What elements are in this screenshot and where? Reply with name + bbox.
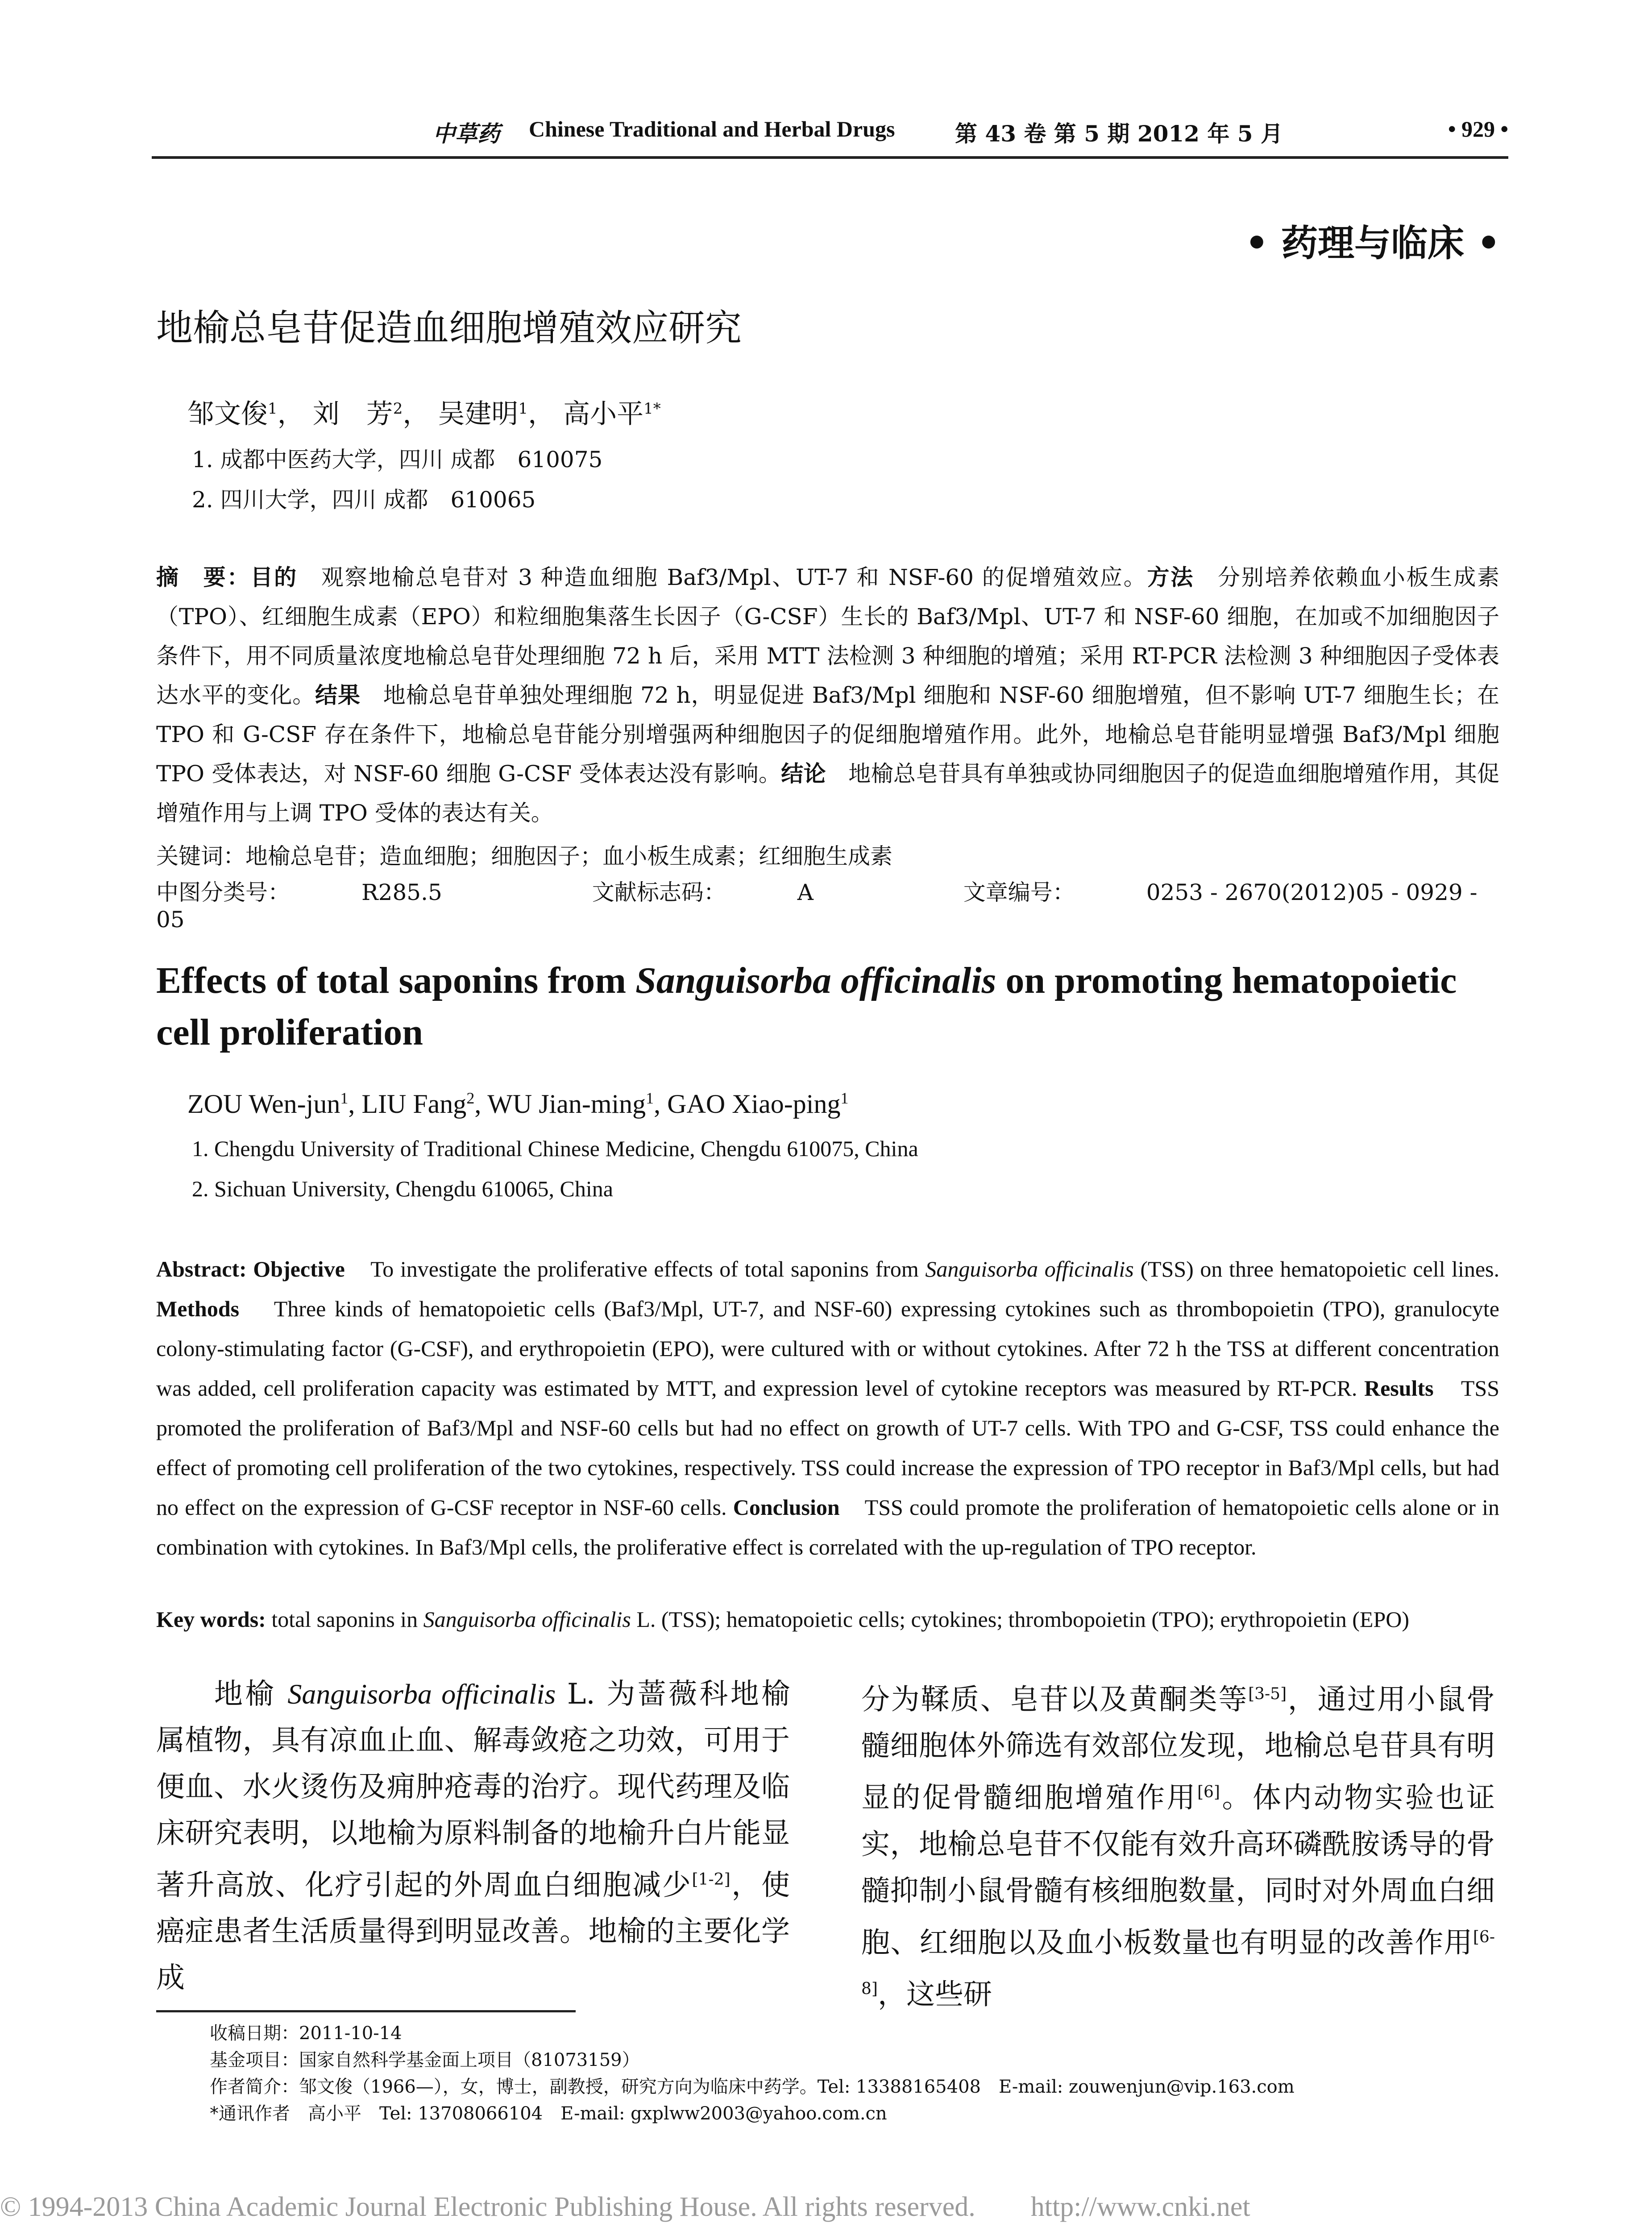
methods-en-text: Three kinds of hematopoietic cells (Baf3/Mpl, UT-7, and NSF-60) expressing cytokines such as thrombopoietin (TPO), granulocyte colony-stimulating factor (G-CSF), and erythropoietin (EPO), were cultured with or without cytokines. After 72 h the TSS at different concentration was added, cell proliferation capacity was estimated by MTT, and expression level of cytokine receptors was measured by RT-PCR. — [156, 1296, 1499, 1401]
objective-en-text: To investigate the proliferative effects of total saponins from — [370, 1256, 926, 1281]
author-name-en: LIU Fang — [361, 1089, 467, 1119]
title-en-part: on promoting hematopoietic cell proliferation — [156, 960, 1457, 1053]
title-en — [156, 955, 1504, 1058]
footnote-label: 收稿日期： — [210, 2023, 299, 2044]
conclusion-en-label: Conclusion — [733, 1495, 840, 1520]
title-en-species: Sanguisorba officinalis — [635, 960, 996, 1001]
conclusion-label: 结论 — [781, 761, 826, 787]
author-affil-mark: 2 — [393, 400, 403, 418]
footnote-author-bio — [210, 2073, 1295, 2098]
citation-ref[interactable]: [6-8] — [861, 1928, 1495, 1998]
body-text: ，这些研 — [877, 1978, 992, 2011]
conclusion-text: 地榆总皂苷具有单独或协同细胞因子的促造血细胞增殖作用，其促增殖作用与上调 TPO 受体的表达有关。 — [156, 761, 1500, 826]
journal-name-cn: 中草药 — [433, 120, 500, 147]
results-label: 结果 — [315, 682, 361, 708]
citation-ref[interactable]: [6] — [1197, 1783, 1220, 1802]
affiliation-cn: 2. 四川大学，四川 成都 610065 — [192, 487, 536, 513]
author-name: 吴建明 — [438, 398, 519, 430]
issue-info: 第 43 卷 第 5 期 2012 年 5 月 — [955, 120, 1283, 147]
methods-text: 分别培养依赖血小板生成素（TPO）、红细胞生成素（EPO）和粒细胞集落生长因子（G-CSF）生长的 Baf3/Mpl、UT-7 和 NSF-60 细胞，在加或不加细胞因子条件下，用不同质量浓度地榆总皂苷处理细胞 72 h 后，采用 MTT 法检测 3 种细胞的增殖；采用 RT-PCR 法检测 3 种细胞因子受体表达水平的变化。 — [156, 564, 1500, 708]
author-name-en: WU Jian-ming — [487, 1089, 646, 1119]
citation-ref[interactable]: [1-2] — [692, 1870, 731, 1889]
footnote-label: 作者简介： — [210, 2077, 299, 2097]
body-text: L. 为蔷薇科地榆属植物，具有凉血止血、解毒敛疮之功效，可用于便血、水火烫伤及痈肿疮毒的治疗。现代药理及临床研究表明，以地榆为原料制备的地榆升白片能显著升高放、化疗引起的外周血白细胞减少 — [156, 1678, 790, 1902]
footnote-corresponding — [210, 2099, 887, 2125]
results-text: 地榆总皂苷单独处理细胞 72 h，明显促进 Baf3/Mpl 细胞和 NSF-60 细胞增殖，但不影响 UT-7 细胞生长；在 TPO 和 G-CSF 存在条件下，地榆总皂苷能分别增强两种细胞因子的促细胞增殖作用。此外，地榆总皂苷能明显增强 Baf3/Mpl 细胞 TPO 受体表达，对 NSF-60 细胞 G-CSF 受体表达没有影响。 — [156, 682, 1500, 787]
abstract-en-label: Abstract: Objective — [156, 1256, 345, 1281]
citation-ref[interactable]: [3-5] — [1248, 1685, 1287, 1703]
author-affil-mark: 1 — [268, 400, 278, 418]
results-en-label: Results — [1364, 1376, 1434, 1401]
title-en-part: Effects of total saponins from — [156, 960, 636, 1001]
footnote-funding — [210, 2046, 640, 2071]
article-number-label: 文章编号： — [963, 879, 1075, 905]
keywords-cn — [156, 837, 1499, 876]
footnote-label: 基金项目： — [210, 2050, 299, 2070]
footnote-text: 2011-10-14 — [299, 2023, 402, 2044]
results-en-text: TSS promoted the proliferation of Baf3/Mpl and NSF-60 cells but had no effect on growth of UT-7 cells. With TPO and G-CSF, TSS could enhance the effect of promoting cell proliferation of the two cytokines, respectively. TSS could increase the expression of TPO receptor in Baf3/Mpl cells, but had no effect on the expression of G-CSF receptor in NSF-60 cells. — [156, 1376, 1500, 1520]
journal-name-en: Chinese Traditional and Herbal Drugs — [529, 116, 895, 141]
body-text: 地榆 — [214, 1678, 288, 1711]
keywords-en-text: total saponins in — [266, 1607, 423, 1632]
author-name: 邹文俊 — [187, 398, 268, 430]
author-affil-mark: 1 — [840, 1089, 849, 1107]
author-affil-mark: 2 — [466, 1089, 475, 1107]
body-text: 。体内动物实验也证实，地榆总皂苷不仅能有效升高环磷酰胺诱导的骨髓抑制小鼠骨髓有核细胞数量，同时对外周血白细胞、红细胞以及血小板数量也有明显的改善作用 — [861, 1781, 1495, 1959]
keywords-en-text: L. (TSS); hematopoietic cells; cytokines; thrombopoietin (TPO); erythropoietin (EPO) — [631, 1607, 1410, 1632]
author-name-en: GAO Xiao-ping — [667, 1089, 841, 1119]
body-text: ，使癌症患者生活质量得到明显改善。地榆的主要化学成 — [156, 1869, 790, 1995]
author-name: 高小平 — [563, 398, 644, 430]
classification-line — [156, 875, 1652, 933]
authors-en: ZOU Wen-jun$^1$, LIU Fang$^2$, WU Jian-ming$^1$, GAO Xiao-ping$^1$ — [187, 1089, 849, 1119]
abstract-en — [156, 1249, 1499, 1567]
footnote-received — [210, 2019, 402, 2044]
footnote-text: 国家自然科学基金面上项目（81073159） — [299, 2050, 640, 2070]
conclusion-en-text: TSS could promote the proliferation of hematopoietic cells alone or in combination with cytokines. In Baf3/Mpl cells, the proliferative effect is correlated with the up-regulation of TPO receptor. — [156, 1495, 1499, 1559]
keywords-text: 地榆总皂苷；造血细胞；细胞因子；血小板生成素；红细胞生成素 — [245, 843, 892, 869]
species-name: Sanguisorba officinalis — [925, 1256, 1134, 1281]
footnote-text: 高小平 Tel: 13708066104 E-mail: gxplww2003@yahoo.com.cn — [290, 2103, 887, 2124]
author-affil-mark: 1 — [646, 1089, 654, 1107]
author-affil-mark: 1 — [518, 400, 528, 418]
footnote-divider — [156, 2010, 576, 2012]
author-name-en: ZOU Wen-jun — [187, 1089, 340, 1119]
clc-label: 中图分类号： — [156, 879, 290, 905]
section-tag: • 药理与临床 • — [1245, 222, 1500, 265]
methods-en-label: Methods — [156, 1296, 240, 1321]
clc-value: R285.5 — [361, 879, 442, 905]
body-text: ，通过用小鼠骨髓细胞体外筛选有效部位发现，地榆总皂苷具有明显的促骨髓细胞增殖作用 — [861, 1683, 1495, 1815]
objective-en-text: (TSS) on three hematopoietic cell lines. — [1133, 1256, 1499, 1281]
affiliation-en: 1. Chengdu University of Traditional Chinese Medicine, Chengdu 610075, China — [192, 1136, 918, 1161]
footnote-label: *通讯作者 — [210, 2103, 290, 2124]
affiliation-en: 2. Sichuan University, Chengdu 610065, China — [192, 1176, 613, 1201]
objective-text: 观察地榆总皂苷对 3 种造血细胞 Baf3/Mpl、UT-7 和 NSF-60 的促增殖效应。 — [321, 564, 1147, 590]
keywords-en-label: Key words: — [156, 1607, 266, 1632]
methods-label: 方法 — [1147, 564, 1195, 590]
abstract-label: 摘 要： — [156, 564, 251, 590]
authors-cn: 邹文俊$^1$， 刘 芳$^2$， 吴建明$^1$， 高小平$^{1*}$ — [187, 398, 661, 430]
author-name: 刘 芳 — [312, 398, 393, 430]
author-affil-mark: 1* — [643, 400, 661, 418]
article-number-value: 0253 - 2670(2012)05 - 0929 - 05 — [156, 879, 1478, 933]
doc-code-label: 文献标志码： — [592, 879, 726, 905]
body-text: 分为鞣质、皂苷以及黄酮类等 — [861, 1683, 1249, 1717]
keywords-en — [156, 1606, 1504, 1632]
objective-label: 目的 — [250, 564, 298, 590]
title-cn: 地榆总皂苷促造血细胞增殖效应研究 — [156, 307, 742, 349]
species-name: Sanguisorba officinalis — [287, 1678, 556, 1710]
abstract-cn — [156, 558, 1499, 833]
footnote-text: 邹文俊（1966—），女，博士，副教授，研究方向为临床中药学。Tel: 13388165408 E-mail: zouwenjun@vip.163.com — [299, 2077, 1295, 2097]
copyright-watermark: © 1994-2013 China Academic Journal Electronic Publishing House. All rights reserved. http://www.cnki.net — [0, 2192, 1250, 2222]
page-number: • 929 • — [1448, 116, 1508, 141]
keywords-label: 关键词： — [156, 843, 245, 869]
author-affil-mark: 1 — [340, 1089, 349, 1107]
doc-code-value: A — [797, 879, 814, 905]
body-column-right — [861, 1671, 1495, 2018]
species-name: Sanguisorba officinalis — [423, 1607, 631, 1632]
affiliation-cn: 1. 成都中医药大学，四川 成都 610075 — [192, 447, 603, 473]
body-column-left — [156, 1671, 790, 2001]
running-header — [152, 116, 1508, 159]
